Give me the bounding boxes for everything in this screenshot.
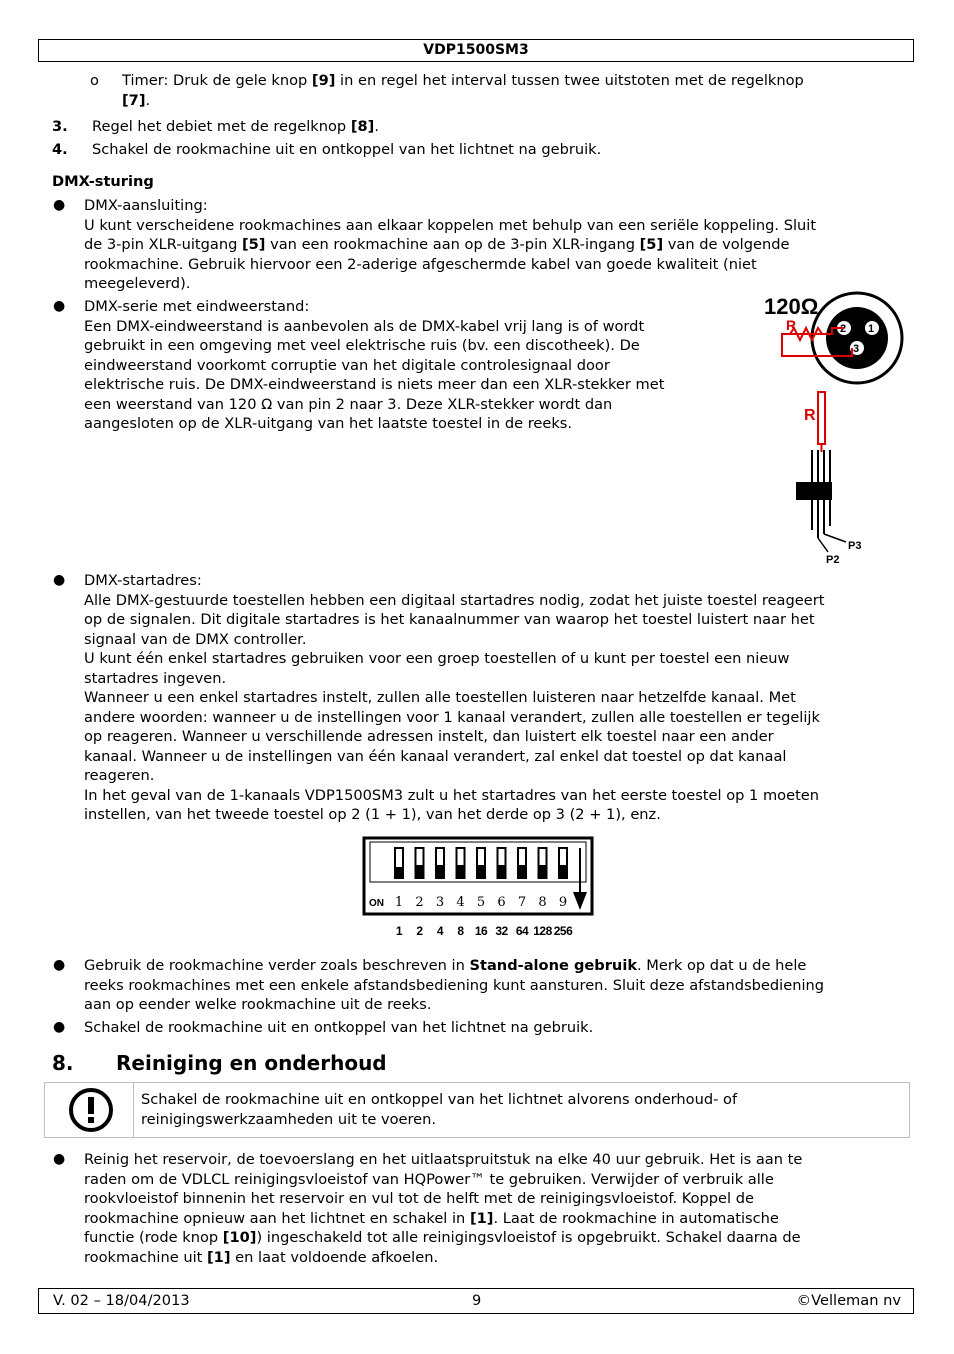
warning-line-2: reinigingswerkzaamheden uit te voeren. bbox=[141, 1110, 437, 1128]
pin-3-label: 3 bbox=[853, 343, 860, 355]
step-3-text bbox=[92, 117, 379, 137]
dip-switch-value: 256 bbox=[553, 924, 573, 938]
dip-switch-value: 8 bbox=[457, 924, 464, 938]
dip-switch-value: 32 bbox=[495, 924, 508, 938]
aansluiting-line-4: meegeleverd). bbox=[84, 275, 191, 292]
bullet-icon: ● bbox=[53, 1151, 66, 1167]
eindweerstand-line: elektrische ruis. De DMX-eindweerstand is niets meer dan een XLR-stekker met bbox=[84, 376, 665, 393]
timer-ref-9: [9] bbox=[311, 72, 336, 89]
footer-copyright: ©Velleman nv bbox=[796, 1292, 901, 1309]
dip-switch-number: 7 bbox=[517, 895, 527, 910]
dmx-eindweerstand bbox=[84, 297, 744, 434]
step-4-text: Schakel de rookmachine uit en ontkoppel van het lichtnet na gebruik. bbox=[92, 141, 602, 158]
startadres-line: startadres ingeven. bbox=[84, 669, 227, 687]
timer-item bbox=[122, 71, 902, 110]
dmx-heading: DMX-sturing bbox=[52, 173, 154, 190]
cleaning-instructions bbox=[84, 1150, 914, 1267]
startadres-line: op reageren. Wanneer u verschillende adressen instelt, dan luistert elk toestel naar een ander bbox=[84, 728, 774, 745]
warning-icon-cell bbox=[45, 1083, 134, 1137]
clean-line-5: functie (rode knop [10]) ingeschakeld tot alle reinigingsvloeistof is opgebruikt. Schakel daarna de bbox=[84, 1229, 801, 1246]
dmx-gebruik bbox=[84, 956, 914, 1015]
startadres-line: In het geval van de 1-kanaals VDP1500SM3 zult u het startadres van het eerste toestel op 1 moeten bbox=[84, 786, 820, 804]
clean-line-6: rookmachine uit [1] en laat voldoende afkoelen. bbox=[84, 1248, 439, 1266]
dip-switch-value: 4 bbox=[436, 924, 444, 938]
dip-switch-knob-4 bbox=[457, 865, 465, 878]
dip-switch-value: 128 bbox=[533, 924, 552, 938]
dip-switch-knob-9 bbox=[559, 865, 567, 878]
dip-switch-number: 8 bbox=[538, 895, 547, 910]
step-3-number: 3. bbox=[52, 118, 68, 135]
bullet-icon: ● bbox=[53, 957, 66, 973]
xlr-socket-face bbox=[826, 307, 888, 369]
gebruik-line-2: reeks rookmachines met een enkele afstandsbediening kunt aansturen. Sluit deze afstandsbediening bbox=[84, 976, 825, 994]
dip-switch-knob-5 bbox=[477, 865, 485, 878]
dip-switch-number: 1 bbox=[394, 895, 404, 910]
startadres-line: Alle DMX-gestuurde toestellen hebben een digitaal startadres nodig, zodat het juiste toestel reageert bbox=[84, 591, 825, 609]
dmx-aansluiting bbox=[84, 196, 904, 294]
dip-switch-number: 9 bbox=[558, 895, 568, 910]
aansluiting-title: DMX-aansluiting: bbox=[84, 197, 208, 214]
timer-text-1: Timer: Druk de gele knop bbox=[122, 72, 312, 89]
step-3-text-1: Regel het debiet met de regelknop bbox=[92, 118, 351, 135]
startadres-line: reageren. bbox=[84, 767, 155, 784]
startadres-line: U kunt één enkel startadres gebruiken voor een groep toestellen of u kunt per toestel een nieuw bbox=[84, 650, 790, 667]
eindweerstand-line: aangesloten op de XLR-uitgang van het laatste toestel in de reeks. bbox=[84, 415, 573, 432]
plug-body bbox=[796, 482, 832, 500]
resistor-label-top: R bbox=[786, 317, 797, 333]
dip-switch-number: 5 bbox=[476, 895, 486, 910]
dip-switch-value: 16 bbox=[474, 924, 488, 938]
pin-1-label: 1 bbox=[868, 323, 875, 335]
page-header bbox=[38, 39, 914, 62]
dip-switch-knob-2 bbox=[416, 865, 424, 878]
startadres-line: andere woorden: wanneer u de instellingen voor 1 kanaal verandert, zullen alle toestellen er tegelijk bbox=[84, 708, 820, 726]
dip-switch-number: 3 bbox=[435, 895, 445, 910]
aansluiting-line-3: rookmachine. Gebruik hiervoor een 2-aderige afgeschermde kabel van goede kwaliteit (niet bbox=[84, 255, 757, 273]
dip-switch-knob-7 bbox=[518, 865, 526, 878]
eindweerstand-line: gebruikt in een omgeving met veel elektrische ruis (bv. een discotheek). De bbox=[84, 337, 640, 354]
step-3-ref-8: [8] bbox=[350, 118, 375, 135]
ohm-label: 120Ω bbox=[764, 294, 819, 319]
dip-switch-knob-1 bbox=[395, 867, 403, 878]
bullet-icon: ● bbox=[53, 298, 66, 314]
dmx-uit: Schakel de rookmachine uit en ontkoppel van het lichtnet na gebruik. bbox=[84, 1019, 594, 1036]
xlr-terminator-diagram bbox=[760, 290, 910, 568]
dip-switch-knob-6 bbox=[498, 865, 506, 878]
step-4-number: 4. bbox=[52, 141, 68, 158]
startadres-title: DMX-startadres: bbox=[84, 572, 202, 589]
dip-switch-value: 2 bbox=[416, 924, 423, 938]
bullet-icon: ● bbox=[53, 197, 66, 213]
step-3-text-2: . bbox=[374, 118, 379, 135]
dip-on-label: ON bbox=[369, 898, 384, 909]
section-8-title: Reiniging en onderhoud bbox=[116, 1051, 387, 1075]
timer-marker: o bbox=[90, 72, 99, 89]
dip-switch-number: 6 bbox=[497, 895, 506, 910]
dip-switch-value: 64 bbox=[515, 924, 529, 938]
header-title: VDP1500SM3 bbox=[423, 42, 529, 58]
dip-switch-number: 4 bbox=[456, 895, 465, 910]
startadres-line: instellen, van het tweede toestel op 2 (1 + 1), van het derde op 3 (2 + 1), enz. bbox=[84, 806, 661, 823]
startadres-line: signaal van de DMX controller. bbox=[84, 630, 307, 648]
startadres-line: Wanneer u een enkel startadres instelt, zullen alle toestellen luisteren naar hetzelfde kanaal. Met bbox=[84, 689, 796, 706]
aansluiting-line-2: de 3-pin XLR-uitgang [5] van een rookmachine aan op de 3-pin XLR-ingang [5] van de volgende bbox=[84, 236, 790, 253]
section-8-number: 8. bbox=[52, 1051, 74, 1075]
pin-2-label: 2 bbox=[840, 323, 847, 335]
eindweerstand-line: een weerstand van 120 Ω van pin 2 naar 3. Deze XLR-stekker wordt dan bbox=[84, 395, 613, 413]
timer-text-2: in en regel het interval tussen twee uitstoten met de regelknop bbox=[335, 72, 804, 89]
eindweerstand-line: eindweerstand voorkomt corruptie van het digitale controlesignaal door bbox=[84, 356, 610, 374]
dip-switch-number: 2 bbox=[415, 895, 424, 910]
bullet-icon: ● bbox=[53, 1019, 66, 1035]
dip-switch-value: 1 bbox=[395, 924, 403, 938]
aansluiting-line-1: U kunt verscheidene rookmachines aan elkaar koppelen met behulp van een seriële koppeling. Sluit bbox=[84, 216, 817, 234]
resistor-label-side: R bbox=[804, 407, 816, 424]
eindweerstand-title: DMX-serie met eindweerstand: bbox=[84, 298, 310, 315]
eindweerstand-line: Een DMX-eindweerstand is aanbevolen als de DMX-kabel vrij lang is of wordt bbox=[84, 317, 645, 335]
warning-text bbox=[141, 1090, 841, 1129]
clean-line-2: raden om de VDLCL reinigingsvloeistof van HQPower™ te gebruiken. Verwijder of verbruik alle bbox=[84, 1170, 774, 1188]
timer-text-3: . bbox=[145, 91, 151, 109]
p2-label: P2 bbox=[826, 554, 840, 566]
warning-line-1: Schakel de rookmachine uit en ontkoppel van het lichtnet alvorens onderhoud- of bbox=[141, 1091, 738, 1108]
warning-box bbox=[44, 1082, 910, 1138]
bullet-icon: ● bbox=[53, 572, 66, 588]
footer-version: V. 02 – 18/04/2013 bbox=[53, 1292, 190, 1309]
dip-switch-knob-3 bbox=[436, 865, 444, 878]
dmx-startadres bbox=[84, 571, 914, 825]
footer-page-number: 9 bbox=[472, 1292, 482, 1309]
clean-line-1: Reinig het reservoir, de toevoerslang en het uitlaatspruitstuk na elke 40 uur gebruik. Het is aan te bbox=[84, 1151, 803, 1168]
dip-switch-diagram bbox=[362, 836, 596, 942]
page-footer bbox=[38, 1288, 914, 1314]
startadres-line: kanaal. Wanneer u de instellingen van één kanaal verandert, zal enkel dat toestel op dat kanaal bbox=[84, 747, 787, 765]
clean-line-3: rookvloeistof binnenin het reservoir en vul tot de helft met de reinigingsvloeistof. Koppel de bbox=[84, 1190, 754, 1207]
dip-switch-knob-8 bbox=[539, 865, 547, 878]
exclamation-icon bbox=[45, 1083, 133, 1137]
clean-line-4: rookmachine opnieuw aan het lichtnet en schakel in [1]. Laat de rookmachine in automatische bbox=[84, 1209, 779, 1227]
stand-alone-ref: Stand-alone gebruik bbox=[469, 957, 638, 974]
startadres-line: op de signalen. Dit digitale startadres is het kanaalnummer van waarop het toestel luistert naar het bbox=[84, 611, 815, 628]
p3-label: P3 bbox=[848, 540, 862, 552]
timer-ref-7: [7] bbox=[122, 91, 146, 109]
gebruik-line-3: aan op eender welke rookmachine uit de reeks. bbox=[84, 996, 432, 1013]
gebruik-line-1: Gebruik de rookmachine verder zoals beschreven in Stand-alone gebruik. Merk op dat u de hele bbox=[84, 957, 807, 974]
